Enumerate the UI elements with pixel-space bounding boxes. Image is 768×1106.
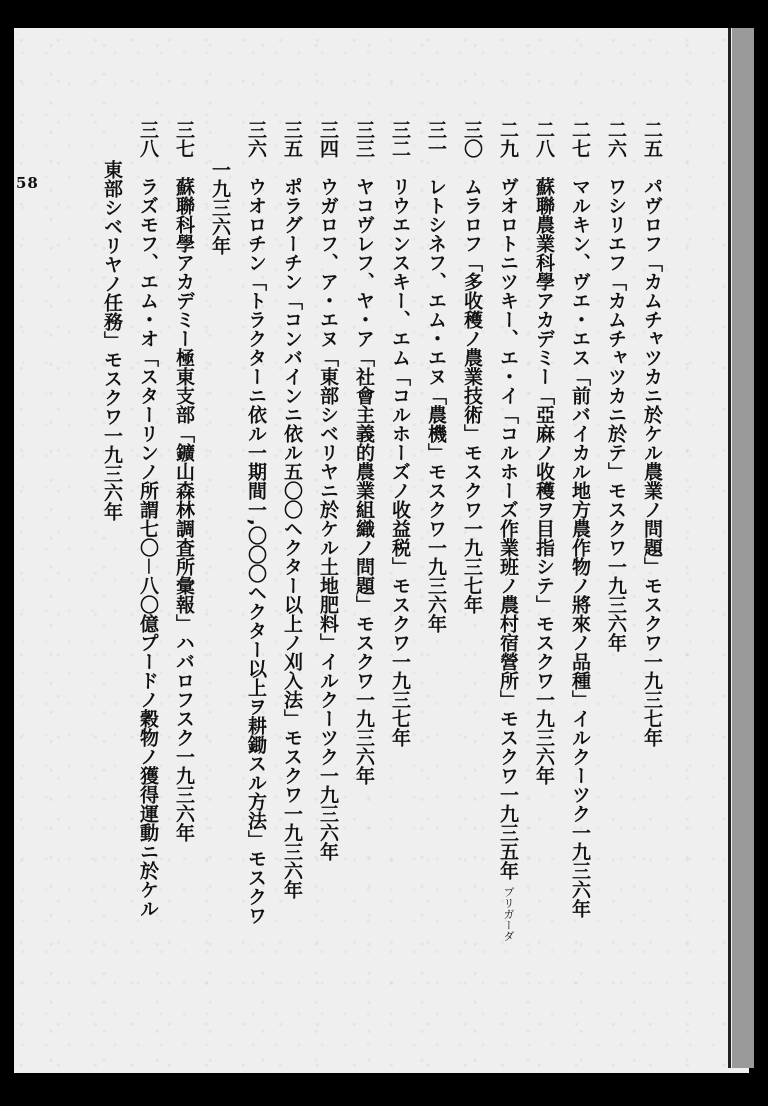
ruby-annotation: ブリガーダ bbox=[502, 886, 515, 942]
entry-number: 二六 bbox=[605, 120, 627, 158]
entry-31 bbox=[418, 120, 454, 1000]
page-number: 58 bbox=[16, 174, 39, 192]
entry-text: ウオロチン「トラクターニ依ル一期間一,〇〇〇ヘクター以上ヲ耕鋤スル方法」モスクワ bbox=[245, 176, 267, 925]
entry-number: 二七 bbox=[569, 120, 591, 158]
entry-number: 三五 bbox=[281, 120, 303, 158]
entry-number: 二九 bbox=[497, 120, 519, 158]
entry-number: 三一 bbox=[425, 120, 447, 158]
entry-number: 三七 bbox=[173, 120, 195, 158]
entry-number: 二五 bbox=[641, 120, 663, 158]
entry-text: 蘇聯科學アカデミー極東支部「鑛山森林調査所彙報」ハバロフスク一九三六年 bbox=[173, 176, 195, 842]
entry-25 bbox=[634, 120, 670, 1000]
entry-28 bbox=[526, 120, 562, 1000]
entry-text: ラズモフ、エム・オ「スターリンノ所謂七〇－八〇億プードノ穀物ノ獲得運動ニ於ケル bbox=[137, 176, 159, 918]
entry-number: 三四 bbox=[317, 120, 339, 158]
entry-29 bbox=[490, 120, 526, 1000]
entry-26 bbox=[598, 120, 634, 1000]
entry-text: ワシリエフ「カムチャツカニ於テ」モスクワ一九三六年 bbox=[605, 176, 627, 652]
entry-text: パヴロフ「カムチャツカニ於ケル農業ノ問題」モスクワ一九三七年 bbox=[641, 176, 663, 747]
entry-text: レトシネフ、エム・エヌ「農機」モスクワ一九三六年 bbox=[425, 176, 447, 633]
entry-text: ヤコヴレフ、ヤ・ア「社會主義的農業組織ノ問題」モスクワ一九三六年 bbox=[353, 176, 375, 785]
entry-number: 三三 bbox=[353, 120, 375, 158]
entry-37 bbox=[166, 120, 202, 1000]
entry-35 bbox=[274, 120, 310, 1000]
entry-text: ヴオロトニツキー、エ・イ「コルホーズ作業班ノ農村宿營所」モスクワ一九三五年 bbox=[497, 176, 519, 880]
margin-rule bbox=[728, 28, 731, 1068]
entry-number: 二八 bbox=[533, 120, 555, 158]
entry-text: 蘇聯農業科學アカデミー「亞麻ノ收穫ヲ目指シテ」モスクワ一九三六年 bbox=[533, 176, 555, 785]
entry-number: 三二 bbox=[389, 120, 411, 158]
entry-27 bbox=[562, 120, 598, 1000]
entry-number: 三〇 bbox=[461, 120, 483, 158]
entry-33 bbox=[346, 120, 382, 1000]
entry-text: ポラグーチン「コンバインニ依ル五〇〇ヘクター以上ノ刈入法」モスクワ一九三六年 bbox=[281, 176, 303, 899]
entry-36 bbox=[238, 120, 274, 1000]
entry-text: リウエンスキー、エム「コルホーズノ收益税」モスクワ一九三七年 bbox=[389, 176, 411, 747]
entry-36-continuation: 一九三六年 bbox=[209, 160, 231, 255]
entry-text: マルキン、ヴエ・エス「前バイカル地方農作物ノ將來ノ品種」イルクーツク一九三六年 bbox=[569, 176, 591, 918]
page-edge bbox=[732, 28, 754, 1068]
entry-32 bbox=[382, 120, 418, 1000]
entry-number: 三六 bbox=[245, 120, 267, 158]
entry-text: ムラロフ「多收穫ノ農業技術」モスクワ一九三七年 bbox=[461, 176, 483, 614]
entry-text: ウガロフ、ア・エヌ「東部シベリヤニ於ケル土地肥料」イルクーツク一九三六年 bbox=[317, 176, 339, 861]
entry-38 bbox=[130, 120, 166, 1000]
entry-34 bbox=[310, 120, 346, 1000]
entry-30 bbox=[454, 120, 490, 1000]
entry-38-continuation: 東部シベリヤノ任務」モスクワ一九三六年 bbox=[101, 160, 123, 521]
entry-number: 三八 bbox=[137, 120, 159, 158]
bibliography-list bbox=[40, 120, 670, 1000]
